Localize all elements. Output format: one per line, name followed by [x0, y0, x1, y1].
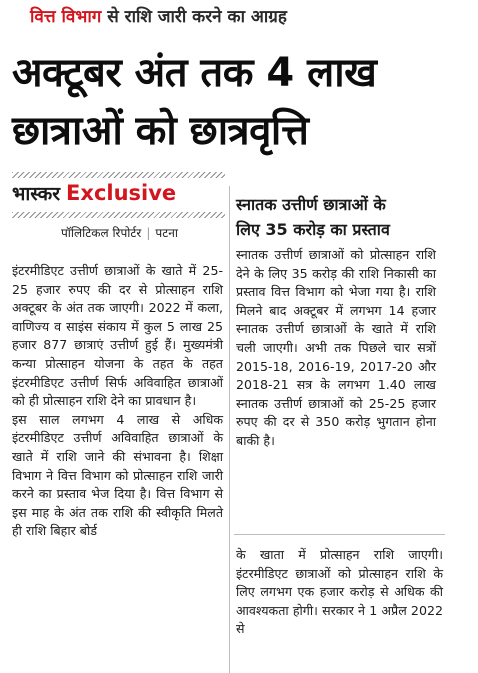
brand-logo: भास्कर	[12, 183, 61, 205]
hatch-rule-bottom	[12, 212, 225, 218]
right-paragraph-1: स्नातक उत्तीर्ण छात्राओं को प्रोत्साहन राशि देने के लिए 35 करोड़ की राशि निकासी का प्रस्ताव वित्त विभाग को भेजा गया है। राशि मिलने बाद अक्टूबर में लगभग 14 हजार स्नातक उत्तीर्ण छात्राओं के खाते में राशि चली जाएगी। अभी तक पिछले चार सत्रों 2015-18, 2016-19, 2017-20 और 2018-21 सत्र के लगभग 1.40 लाख स्नातक उत्तीर्ण छात्राओं को 25-25 हजार रुपए की दर से 350 करोड़ भुगतान होना बाकी है।	[236, 247, 436, 448]
left-column	[12, 262, 223, 541]
column-divider	[229, 186, 230, 673]
left-paragraph-2: इस साल लगभग 4 लाख से अधिक इंटरमीडिएट उत्तीर्ण अविवाहित छात्राओं के खाते में राशि जाने की संभावना है। शिक्षा विभाग ने वित्त विभाग को प्रोत्साहन राशि जारी करने का प्रस्ताव भेज दिया है। वित्त विभाग से इस माह के अंत तक राशि की स्वीकृति मिलते ही राशि बिहार बोर्ड	[12, 411, 223, 539]
headline	[12, 44, 467, 160]
byline	[12, 224, 227, 244]
right-column-top	[236, 246, 436, 451]
kicker-text: से राशि जारी करने का आग्रह	[107, 7, 287, 27]
right-column-bottom	[236, 546, 443, 639]
left-paragraph-1: इंटरमीडिएट उत्तीर्ण छात्राओं के खाते में 25-25 हजार रुपए की दर से प्रोत्साहन राशि अक्टूबर के अंत तक जाएगी। 2022 में कला, वाणिज्य व साइंस संकाय में कुल 5 लाख 25 हजार 877 छात्राएं उत्तीर्ण हुई हैं। मुख्यमंत्री कन्या प्रोत्साहन योजना के तहत के तहत इंटरमीडिएट उत्तीर्ण सिर्फ अविवाहित छात्राओं को ही प्रोत्साहन राशि देने का प्रावधान है।	[12, 263, 223, 409]
right-paragraph-2: के खाता में प्रोत्साहन राशि जाएगी। इंटरमीडिएट छात्राओं को प्रोत्साहन राशि के लिए लगभग एक हजार करोड़ से अधिक की आवश्यकता होगी। सरकार ने 1 अप्रैल 2022 से	[236, 547, 443, 637]
headline-line-2: छात्राओं को छात्रवृत्ति	[12, 108, 309, 154]
brand-tag	[12, 178, 227, 208]
subhead-line-1: स्नातक उत्तीर्ण छात्राओं के	[236, 195, 386, 214]
dateline-city: पटना	[155, 226, 179, 240]
exclusive-label: Exclusive	[66, 181, 177, 205]
subhead-line-2: लिए 35 करोड़ का प्रस्ताव	[236, 220, 390, 239]
kicker-highlight: वित्त विभाग	[30, 7, 102, 27]
headline-line-1: अक्टूबर अंत तक 4 लाख	[12, 50, 377, 96]
section-divider	[234, 534, 445, 535]
right-subheadline	[236, 192, 451, 242]
reporter-name: पॉलिटिकल रिपोर्टर	[60, 226, 142, 240]
byline-separator: |	[146, 226, 151, 240]
kicker	[30, 4, 460, 30]
